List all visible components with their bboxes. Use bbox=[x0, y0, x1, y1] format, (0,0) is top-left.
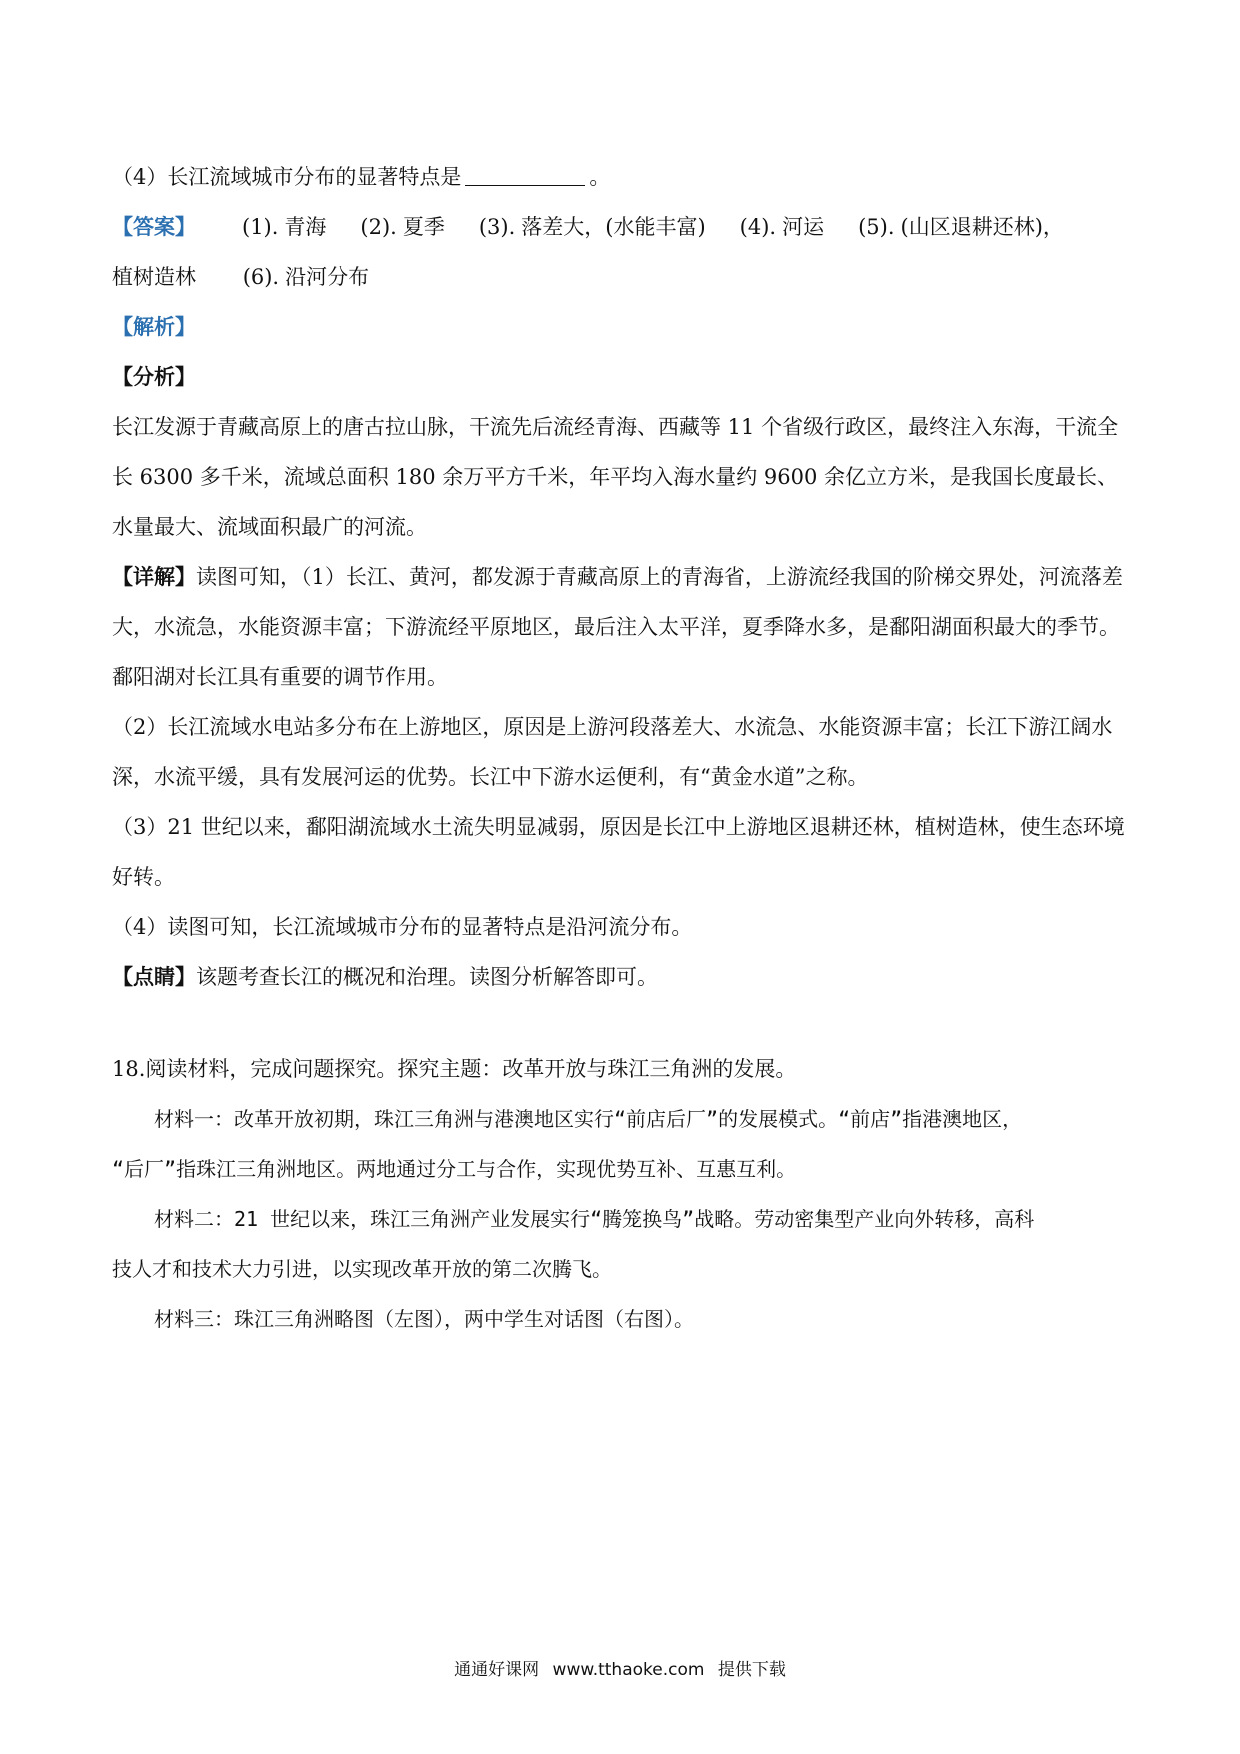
answer-label: 【答案】 bbox=[112, 214, 196, 239]
footer-site-name: 通通好课网 bbox=[454, 1660, 540, 1680]
dianjing-paragraph bbox=[112, 952, 1132, 1002]
dianjing-label: 【点睛】 bbox=[112, 964, 196, 989]
detail-text: 读图可知，（1）长江、黄河，都发源于青藏高原上的青海省，上游流经我国的阶梯交界处，河流落差大，水流急，水能资源丰富；下游流经平原地区，最后注入太平洋，夏季降水多，是鄱阳湖面积最大的季节。鄱阳湖对长江具有重要的调节作用。 bbox=[112, 565, 1123, 689]
answer-item-2: (2). 夏季 bbox=[360, 215, 445, 239]
answer-blank bbox=[465, 163, 585, 186]
question-4 bbox=[112, 152, 1132, 202]
question-4-text: （4）长江流域城市分布的显著特点是 bbox=[112, 165, 462, 189]
section-gap bbox=[112, 1002, 1132, 1044]
answer-item-5-cont: 植树造林 bbox=[112, 265, 196, 289]
answer-item-5: (5). (山区退耕还林)， bbox=[858, 215, 1064, 239]
answer-row-2 bbox=[112, 252, 1132, 302]
material-2-line-1: 材料二：21 世纪以来，珠江三角洲产业发展实行“腾笼换鸟”战略。劳动密集型产业向外转移，高科 bbox=[154, 1207, 1035, 1231]
page-footer bbox=[0, 1655, 1240, 1680]
detail-q2: （2）长江流域水电站多分布在上游地区，原因是上游河段落差大、水流急、水能资源丰富；长江下游江阔水深，水流平缓，具有发展河运的优势。长江中下游水运便利，有“黄金水道”之称。 bbox=[112, 715, 1113, 789]
material-1-line-2: “后厂”指珠江三角洲地区。两地通过分工与合作，实现优势互补、互惠互利。 bbox=[112, 1157, 797, 1181]
answer-item-6: (6). 沿河分布 bbox=[242, 265, 370, 289]
fenxi-text: 长江发源于青藏高原上的唐古拉山脉，干流先后流经青海、西藏等 11 个省级行政区，最终注入东海，干流全长 6300 多千米，流域总面积 180 余万平方千米，年平均入海水量约 9600 余亿立方米，是我国长度最长、水量最大、流域面积最广的河流。 bbox=[112, 415, 1119, 539]
answer-row bbox=[112, 202, 1132, 252]
analysis-label: 【解析】 bbox=[112, 314, 196, 339]
footer-download: 提供下载 bbox=[717, 1660, 786, 1680]
page-content bbox=[112, 152, 1132, 1344]
detail-q3: （3）21 世纪以来，鄱阳湖流域水土流失明显减弱，原因是长江中上游地区退耕还林，植树造林，使生态环境好转。 bbox=[112, 815, 1125, 889]
answer-item-4: (4). 河运 bbox=[739, 215, 825, 239]
material-3: 材料三：珠江三角洲略图（左图），两中学生对话图（右图）。 bbox=[154, 1307, 694, 1331]
detail-label: 【详解】 bbox=[112, 564, 196, 589]
detail-q4: （4）读图可知，长江流域城市分布的显著特点是沿河流分布。 bbox=[112, 915, 693, 939]
dianjing-text: 该题考查长江的概况和治理。读图分析解答即可。 bbox=[196, 965, 658, 989]
question-4-end: 。 bbox=[589, 165, 611, 189]
material-1-line-1: 材料一：改革开放初期，珠江三角洲与港澳地区实行“前店后厂”的发展模式。“前店”指港澳地区， bbox=[154, 1107, 1023, 1131]
detail-paragraph bbox=[112, 552, 1132, 702]
answer-item-3: (3). 落差大，(水能丰富) bbox=[478, 215, 706, 239]
material-2-line-2: 技人才和技术大力引进，以实现改革开放的第二次腾飞。 bbox=[112, 1257, 612, 1281]
footer-url[interactable]: www.tthaoke.com bbox=[552, 1660, 705, 1680]
question-18-title: 18.阅读材料，完成问题探究。探究主题：改革开放与珠江三角洲的发展。 bbox=[112, 1057, 797, 1081]
fenxi-label: 【分析】 bbox=[112, 364, 196, 389]
answer-item-1: (1). 青海 bbox=[242, 215, 327, 239]
